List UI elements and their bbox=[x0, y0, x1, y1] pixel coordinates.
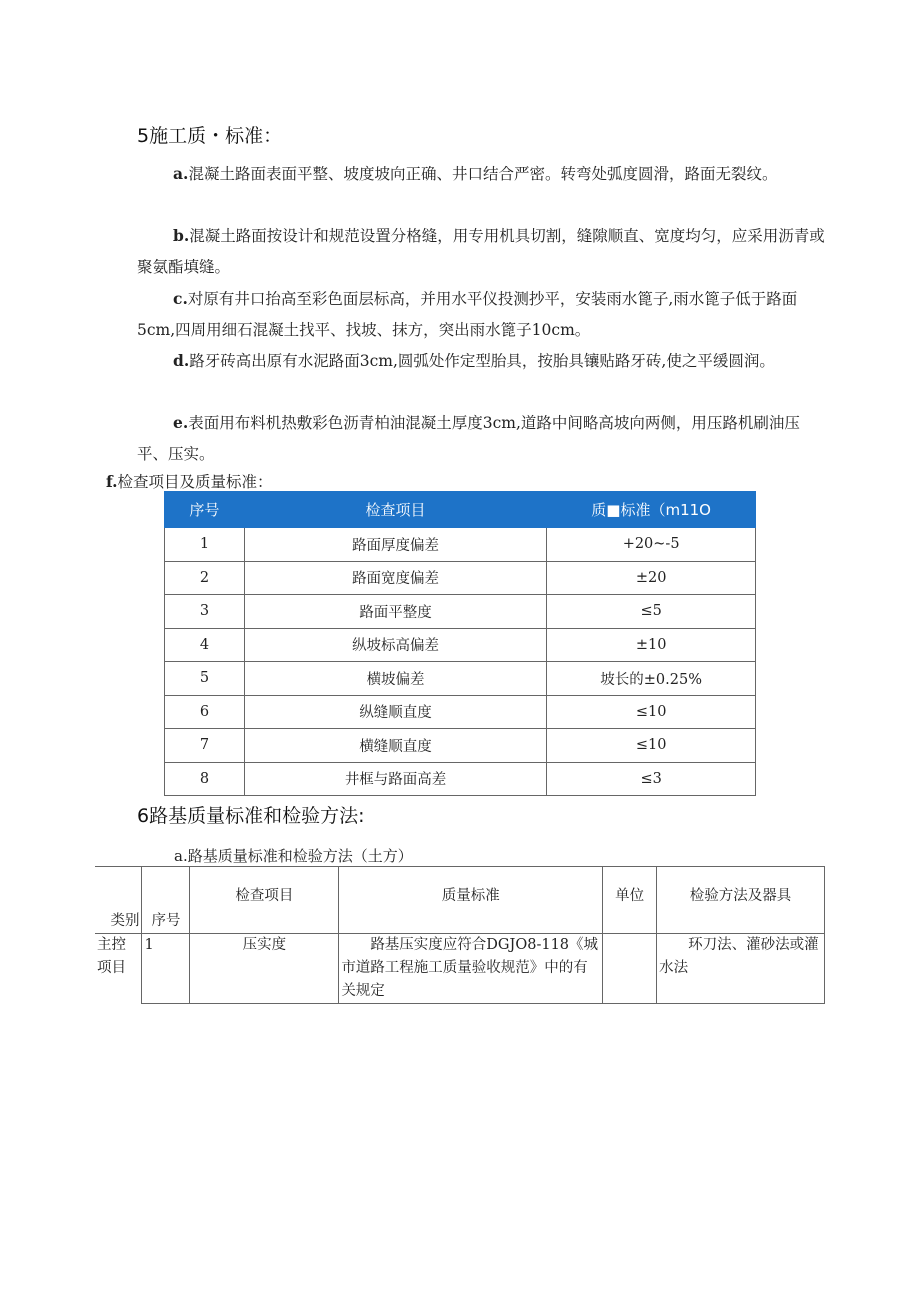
header-unit: 单位 bbox=[603, 867, 657, 934]
header-standard: 质量标准 bbox=[339, 867, 603, 934]
header-category: 类别 bbox=[95, 867, 142, 934]
table-row: 6 纵缝顺直度 ≤10 bbox=[165, 695, 756, 729]
header-standard: 质■标准（m11O bbox=[547, 492, 756, 528]
table-row: 1 路面厚度偏差 +20~-5 bbox=[165, 528, 756, 562]
item-c: c.对原有井口抬高至彩色面层标高，并用水平仪投测抄平，安装雨水篦子,雨水篦子低于路面5cm,四周用细石混凝土找平、找坡、抹方，突出雨水篦子10cm。 bbox=[137, 289, 798, 339]
header-seq: 序号 bbox=[142, 867, 190, 934]
table-row: 5 横坡偏差 坡长的±0.25% bbox=[165, 662, 756, 696]
table-header-row bbox=[95, 867, 825, 934]
table-row: 7 横缝顺直度 ≤10 bbox=[165, 729, 756, 763]
table-row: 3 路面平整度 ≤5 bbox=[165, 595, 756, 629]
section6-title: 6路基质量标准和检验方法: bbox=[137, 805, 365, 827]
header-item: 检查项目 bbox=[244, 492, 546, 528]
item-d: d.路牙砖高出原有水泥路面3cm,圆弧处作定型胎具，按胎具镶贴路牙砖,使之平缓圆润。 bbox=[173, 351, 775, 370]
table-row: 4 纵坡标高偏差 ±10 bbox=[165, 628, 756, 662]
item-a: a.混凝土路面表面平整、坡度坡向正确、井口结合严密。转弯处弧度圆滑，路面无裂纹。 bbox=[173, 164, 778, 183]
header-item: 检查项目 bbox=[190, 867, 339, 934]
header-method: 检验方法及器具 bbox=[657, 867, 825, 934]
table-header-row bbox=[165, 492, 756, 528]
subgrade-standard-table bbox=[95, 866, 825, 1004]
header-seq: 序号 bbox=[165, 492, 245, 528]
quality-standard-table bbox=[164, 491, 756, 796]
table-row: 主控项目 1 压实度 路基压实度应符合DGJO8-118《城市道路工程施工质量验收规范》中的有关规定 环刀法、灌砂法或灌水法 bbox=[95, 934, 825, 1004]
section5-title: 5施工质・标准： bbox=[137, 125, 283, 147]
item-e: e.表面用布料机热敷彩色沥青柏油混凝土厚度3cm,道路中间略高坡向两侧，用压路机刷油压平、压实。 bbox=[137, 413, 800, 463]
table-row: 8 井框与路面高差 ≤3 bbox=[165, 762, 756, 796]
item-b: b.混凝土路面按设计和规范设置分格缝，用专用机具切割，缝隙顺直、宽度均匀，应采用沥青或聚氨酯填缝。 bbox=[137, 226, 825, 276]
item-f-label: f.检查项目及质量标准： bbox=[106, 472, 273, 491]
section6-subtitle: a.路基质量标准和检验方法（土方） bbox=[174, 847, 413, 865]
table-row: 2 路面宽度偏差 ±20 bbox=[165, 561, 756, 595]
